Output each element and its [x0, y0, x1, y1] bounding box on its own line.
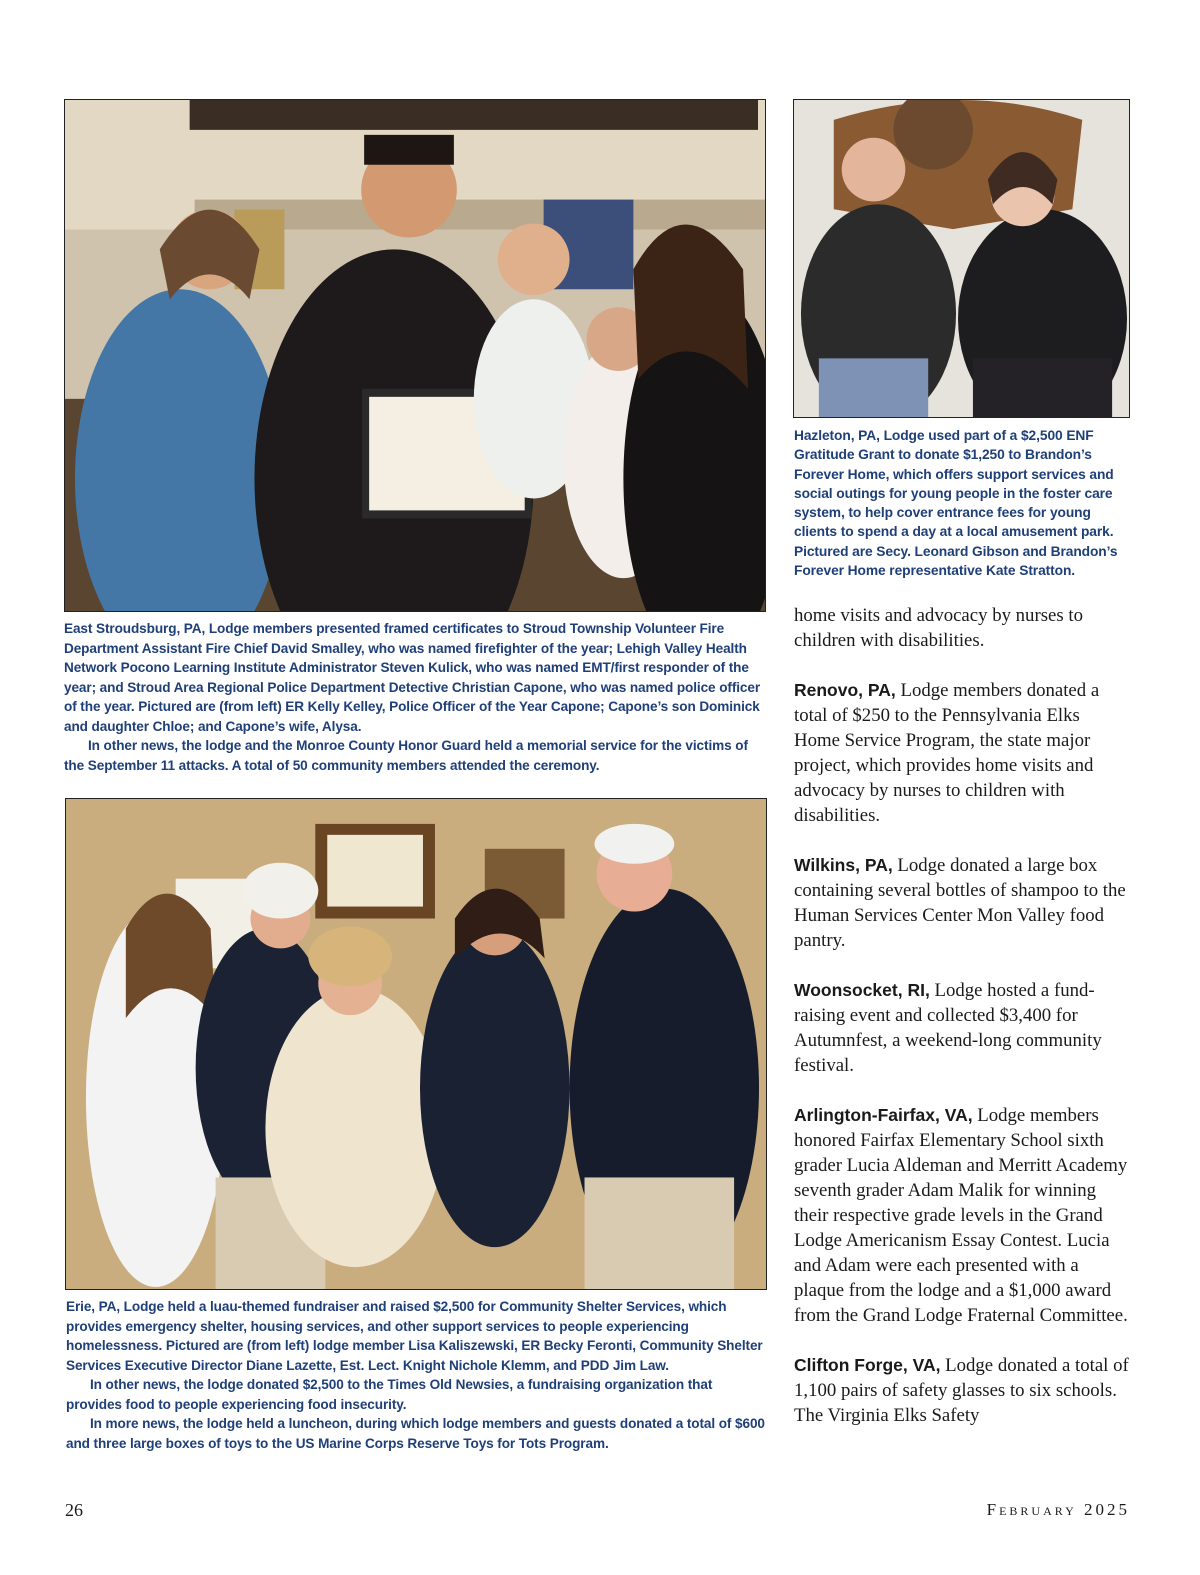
body-item-arlington-fairfax: [794, 1103, 1130, 1328]
body-continued: home visits and advocacy by nurses to children with disabilities.: [794, 605, 1083, 651]
caption-hazleton: [794, 426, 1134, 580]
photo-erie: [65, 798, 767, 1290]
body-item-clifton-forge: [794, 1353, 1130, 1428]
body-item-renovo: [794, 678, 1130, 828]
body-item-woonsocket: [794, 978, 1130, 1078]
issue-date: February 2025: [986, 1500, 1130, 1519]
caption-place: Erie, PA,: [66, 1299, 120, 1314]
body-item-text: Lodge hosted a fund-raising event and collected $3,400 for Autumnfest, a weekend-long community festival.: [794, 980, 1102, 1076]
body-item-text: Lodge donated a large box containing several bottles of shampoo to the Human Services Center Mon Valley food pantry.: [794, 855, 1126, 951]
photo-hazleton-image: [794, 100, 1129, 417]
photo-hazleton: [793, 99, 1130, 418]
caption-paragraph: In other news, the lodge donated $2,500 to the Times Old Newsies, a fundraising organization that provides food to people experiencing food insecurity.: [66, 1377, 713, 1412]
body-item-wilkins: [794, 853, 1130, 953]
caption-erie: [66, 1297, 766, 1453]
caption-east-stroudsburg: [64, 619, 766, 775]
body-item-place: Wilkins, PA,: [794, 855, 893, 875]
photo-east-stroudsburg-image: [65, 100, 765, 611]
photo-east-stroudsburg: [64, 99, 766, 612]
body-item-text: Lodge members honored Fairfax Elementary School sixth grader Lucia Aldeman and Merritt Academy seventh grader Adam Malik for winning their respective grade levels in the Grand Lodge Americanism Essay Contest. Lucia and Adam were each presented with a plaque from the lodge and a $1,000 award from the Grand Lodge Fraternal Committee.: [794, 1105, 1128, 1326]
photo-erie-image: [66, 799, 766, 1289]
body-item-place: Clifton Forge, VA,: [794, 1355, 941, 1375]
body-item-place: Renovo, PA,: [794, 680, 896, 700]
body-item-place: Woonsocket, RI,: [794, 980, 930, 1000]
body-item-text: Lodge donated a total of 1,100 pairs of safety glasses to six schools. The Virginia Elks Safety: [794, 1355, 1129, 1426]
caption-paragraph: In more news, the lodge held a luncheon, during which lodge members and guests donated a total of $600 and three large boxes of toys to the US Marine Corps Reserve Toys for Tots Program.: [66, 1416, 765, 1451]
caption-text: Lodge used part of a $2,500 ENF Gratitude Grant to donate $1,250 to Brandon’s Forever Home, which offers support services and social outings for young people in the foster care system, to help cover entrance fees for young clients to spend a day at a local amusement park. Pictured are Secy. Leonard Gibson and Brandon’s Forever Home representative Kate Stratton.: [794, 428, 1118, 579]
caption-paragraph: In other news, the lodge and the Monroe County Honor Guard held a memorial service for the victims of the September 11 attacks. A total of 50 community members attended the ceremony.: [64, 738, 748, 773]
body-item-place: Arlington-Fairfax, VA,: [794, 1105, 973, 1125]
caption-text: Lodge members presented framed certificates to Stroud Township Volunteer Fire Department Assistant Fire Chief David Smalley, who was named firefighter of the year; Lehigh Valley Health Network Pocono Learning Institute Administrator Steven Kulick, who was named EMT/first responder of the year; and Stroud Area Regional Police Department Detective Christian Capone, who was named police officer of the year. Pictured are (from left) ER Kelly Kelley, Police Officer of the Year Capone; Capone’s son Dominick and daughter Chloe; and Capone’s wife, Alysa.: [64, 621, 761, 734]
body-column: [794, 603, 1130, 1428]
caption-text: Lodge held a luau-themed fundraiser and raised $2,500 for Community Shelter Services, which provides emergency shelter, housing services, and other support services to people experiencing homelessness. Pictured are (from left) lodge member Lisa Kaliszewski, ER Becky Feronti, Community Shelter Services Executive Director Diane Lazette, Est. Lect. Knight Nichole Klemm, and PDD Jim Law.: [66, 1299, 763, 1373]
caption-place: East Stroudsburg, PA,: [64, 621, 206, 636]
page-number: 26: [65, 1500, 83, 1520]
body-item-text: Lodge members donated a total of $250 to the Pennsylvania Elks Home Service Program, the state major project, which provides home visits and advocacy by nurses to children with disabilities.: [794, 680, 1100, 826]
caption-place: Hazleton, PA,: [794, 428, 880, 443]
